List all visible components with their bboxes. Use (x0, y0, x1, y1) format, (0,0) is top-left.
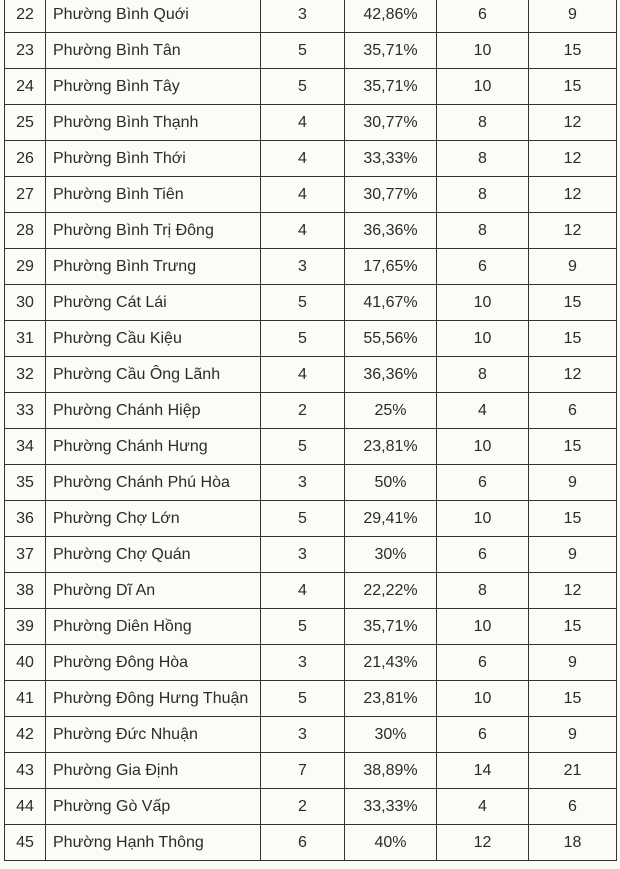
percent-cell: 35,71% (345, 33, 437, 69)
row-number-cell: 42 (5, 717, 46, 753)
value-col5-cell: 10 (437, 609, 529, 645)
ward-name-cell: Phường Chợ Lớn (46, 501, 261, 537)
value-col6-cell: 9 (529, 249, 617, 285)
table-row (5, 357, 617, 393)
value-col5-cell: 10 (437, 321, 529, 357)
table-row (5, 753, 617, 789)
percent-cell: 23,81% (345, 681, 437, 717)
value-col6-cell: 12 (529, 105, 617, 141)
value-col6-cell: 12 (529, 213, 617, 249)
value-col5-cell: 12 (437, 825, 529, 861)
table-row (5, 141, 617, 177)
row-number-cell: 28 (5, 213, 46, 249)
value-col3-cell: 5 (261, 501, 345, 537)
value-col5-cell: 8 (437, 213, 529, 249)
table-row (5, 285, 617, 321)
value-col6-cell: 6 (529, 393, 617, 429)
value-col5-cell: 4 (437, 393, 529, 429)
value-col3-cell: 3 (261, 537, 345, 573)
value-col3-cell: 4 (261, 573, 345, 609)
value-col3-cell: 5 (261, 69, 345, 105)
value-col5-cell: 6 (437, 537, 529, 573)
row-number-cell: 32 (5, 357, 46, 393)
ward-name-cell: Phường Đông Hòa (46, 645, 261, 681)
value-col5-cell: 10 (437, 429, 529, 465)
value-col3-cell: 4 (261, 141, 345, 177)
ward-name-cell: Phường Chợ Quán (46, 537, 261, 573)
row-number-cell: 23 (5, 33, 46, 69)
value-col6-cell: 6 (529, 789, 617, 825)
value-col6-cell: 15 (529, 429, 617, 465)
value-col6-cell: 9 (529, 465, 617, 501)
value-col3-cell: 7 (261, 753, 345, 789)
percent-cell: 23,81% (345, 429, 437, 465)
value-col6-cell: 21 (529, 753, 617, 789)
value-col5-cell: 10 (437, 501, 529, 537)
row-number-cell: 35 (5, 465, 46, 501)
value-col3-cell: 6 (261, 825, 345, 861)
percent-cell: 42,86% (345, 0, 437, 33)
row-number-cell: 30 (5, 285, 46, 321)
ward-name-cell: Phường Bình Tây (46, 69, 261, 105)
percent-cell: 33,33% (345, 789, 437, 825)
row-number-cell: 25 (5, 105, 46, 141)
value-col3-cell: 3 (261, 717, 345, 753)
value-col5-cell: 6 (437, 249, 529, 285)
ward-name-cell: Phường Gia Định (46, 753, 261, 789)
value-col3-cell: 4 (261, 177, 345, 213)
table-row (5, 69, 617, 105)
percent-cell: 41,67% (345, 285, 437, 321)
value-col3-cell: 5 (261, 609, 345, 645)
row-number-cell: 39 (5, 609, 46, 645)
value-col5-cell: 10 (437, 285, 529, 321)
ward-name-cell: Phường Gò Vấp (46, 789, 261, 825)
row-number-cell: 37 (5, 537, 46, 573)
ward-name-cell: Phường Diên Hồng (46, 609, 261, 645)
table-row (5, 177, 617, 213)
ward-name-cell: Phường Đức Nhuận (46, 717, 261, 753)
percent-cell: 55,56% (345, 321, 437, 357)
ward-name-cell: Phường Cát Lái (46, 285, 261, 321)
table-row (5, 321, 617, 357)
percent-cell: 35,71% (345, 609, 437, 645)
percent-cell: 22,22% (345, 573, 437, 609)
value-col6-cell: 12 (529, 177, 617, 213)
percent-cell: 17,65% (345, 249, 437, 285)
table-row (5, 573, 617, 609)
row-number-cell: 33 (5, 393, 46, 429)
value-col6-cell: 9 (529, 0, 617, 33)
row-number-cell: 29 (5, 249, 46, 285)
percent-cell: 25% (345, 393, 437, 429)
table-row (5, 825, 617, 861)
ward-name-cell: Phường Bình Tân (46, 33, 261, 69)
row-number-cell: 38 (5, 573, 46, 609)
ward-name-cell: Phường Đông Hưng Thuận (46, 681, 261, 717)
value-col6-cell: 9 (529, 645, 617, 681)
value-col3-cell: 4 (261, 105, 345, 141)
table-row (5, 105, 617, 141)
value-col6-cell: 18 (529, 825, 617, 861)
value-col5-cell: 10 (437, 69, 529, 105)
value-col3-cell: 5 (261, 681, 345, 717)
table-row (5, 429, 617, 465)
row-number-cell: 31 (5, 321, 46, 357)
value-col3-cell: 5 (261, 321, 345, 357)
value-col6-cell: 15 (529, 285, 617, 321)
value-col5-cell: 10 (437, 681, 529, 717)
value-col5-cell: 8 (437, 177, 529, 213)
percent-cell: 38,89% (345, 753, 437, 789)
value-col5-cell: 8 (437, 105, 529, 141)
percent-cell: 36,36% (345, 357, 437, 393)
value-col6-cell: 9 (529, 537, 617, 573)
value-col5-cell: 8 (437, 573, 529, 609)
table-row (5, 0, 617, 33)
value-col6-cell: 12 (529, 357, 617, 393)
percent-cell: 21,43% (345, 645, 437, 681)
row-number-cell: 27 (5, 177, 46, 213)
table-row (5, 609, 617, 645)
row-number-cell: 22 (5, 0, 46, 33)
table-row (5, 537, 617, 573)
percent-cell: 50% (345, 465, 437, 501)
value-col3-cell: 3 (261, 0, 345, 33)
ward-name-cell: Phường Cầu Ông Lãnh (46, 357, 261, 393)
value-col3-cell: 4 (261, 357, 345, 393)
percent-cell: 30% (345, 717, 437, 753)
percent-cell: 40% (345, 825, 437, 861)
value-col3-cell: 5 (261, 429, 345, 465)
value-col6-cell: 15 (529, 681, 617, 717)
ward-name-cell: Phường Bình Trị Đông (46, 213, 261, 249)
value-col5-cell: 10 (437, 33, 529, 69)
percent-cell: 30,77% (345, 105, 437, 141)
table-row (5, 213, 617, 249)
value-col6-cell: 9 (529, 717, 617, 753)
value-col6-cell: 15 (529, 33, 617, 69)
ward-name-cell: Phường Hạnh Thông (46, 825, 261, 861)
ward-name-cell: Phường Bình Thạnh (46, 105, 261, 141)
value-col5-cell: 8 (437, 357, 529, 393)
table-row (5, 249, 617, 285)
value-col3-cell: 2 (261, 393, 345, 429)
ward-name-cell: Phường Chánh Hưng (46, 429, 261, 465)
table-row (5, 393, 617, 429)
value-col6-cell: 12 (529, 573, 617, 609)
table-row (5, 501, 617, 537)
value-col6-cell: 15 (529, 69, 617, 105)
percent-cell: 30% (345, 537, 437, 573)
value-col3-cell: 5 (261, 33, 345, 69)
ward-name-cell: Phường Chánh Hiệp (46, 393, 261, 429)
percent-cell: 35,71% (345, 69, 437, 105)
value-col5-cell: 6 (437, 0, 529, 33)
ward-name-cell: Phường Bình Trưng (46, 249, 261, 285)
value-col5-cell: 4 (437, 789, 529, 825)
value-col5-cell: 14 (437, 753, 529, 789)
value-col3-cell: 4 (261, 213, 345, 249)
value-col3-cell: 3 (261, 249, 345, 285)
table-body (5, 0, 617, 861)
table-row (5, 789, 617, 825)
row-number-cell: 24 (5, 69, 46, 105)
table-row (5, 681, 617, 717)
ward-name-cell: Phường Cầu Kiệu (46, 321, 261, 357)
value-col6-cell: 15 (529, 609, 617, 645)
percent-cell: 36,36% (345, 213, 437, 249)
table-row (5, 33, 617, 69)
row-number-cell: 36 (5, 501, 46, 537)
value-col3-cell: 3 (261, 465, 345, 501)
table-row (5, 645, 617, 681)
value-col5-cell: 6 (437, 717, 529, 753)
value-col3-cell: 5 (261, 285, 345, 321)
value-col3-cell: 3 (261, 645, 345, 681)
row-number-cell: 44 (5, 789, 46, 825)
row-number-cell: 34 (5, 429, 46, 465)
value-col3-cell: 2 (261, 789, 345, 825)
value-col6-cell: 12 (529, 141, 617, 177)
ward-name-cell: Phường Chánh Phú Hòa (46, 465, 261, 501)
row-number-cell: 41 (5, 681, 46, 717)
ward-name-cell: Phường Bình Thới (46, 141, 261, 177)
ward-name-cell: Phường Bình Quới (46, 0, 261, 33)
row-number-cell: 26 (5, 141, 46, 177)
value-col6-cell: 15 (529, 321, 617, 357)
ward-name-cell: Phường Dĩ An (46, 573, 261, 609)
value-col6-cell: 15 (529, 501, 617, 537)
table-row (5, 465, 617, 501)
percent-cell: 30,77% (345, 177, 437, 213)
percent-cell: 33,33% (345, 141, 437, 177)
table-row (5, 717, 617, 753)
ward-name-cell: Phường Bình Tiên (46, 177, 261, 213)
percent-cell: 29,41% (345, 501, 437, 537)
row-number-cell: 43 (5, 753, 46, 789)
row-number-cell: 45 (5, 825, 46, 861)
value-col5-cell: 8 (437, 141, 529, 177)
ward-data-table (4, 0, 617, 861)
value-col5-cell: 6 (437, 465, 529, 501)
row-number-cell: 40 (5, 645, 46, 681)
value-col5-cell: 6 (437, 645, 529, 681)
